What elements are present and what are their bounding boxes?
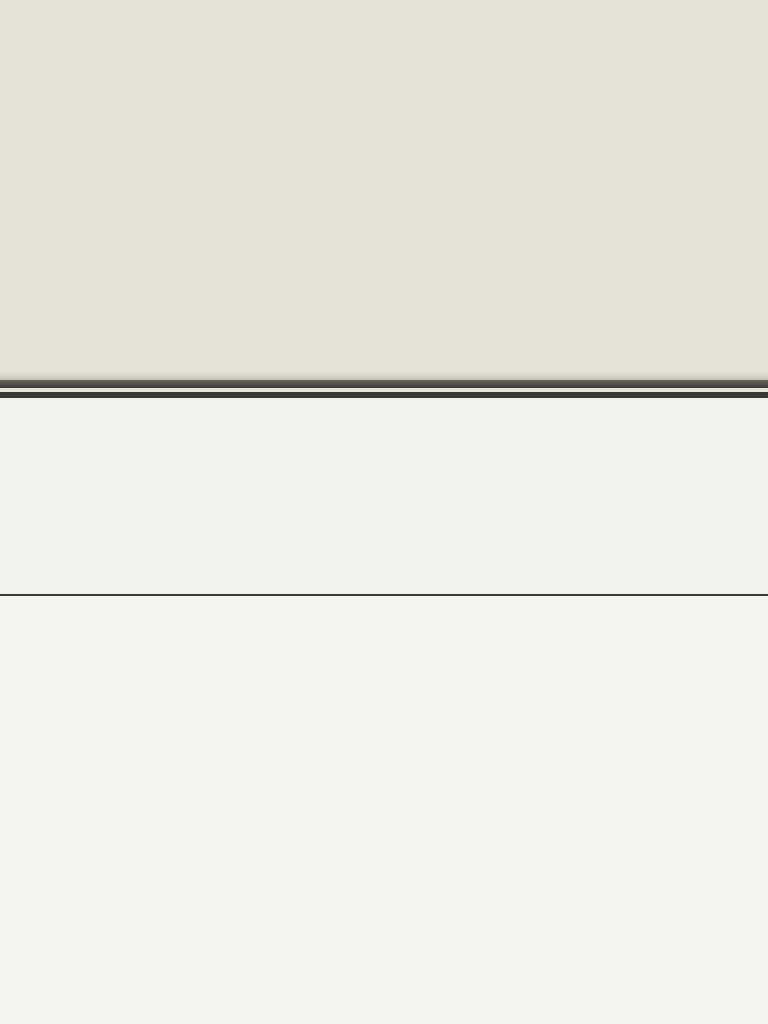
page-edge bbox=[0, 380, 768, 388]
top-page bbox=[0, 0, 768, 392]
middle-page bbox=[0, 398, 768, 594]
bottom-page bbox=[0, 596, 768, 1024]
